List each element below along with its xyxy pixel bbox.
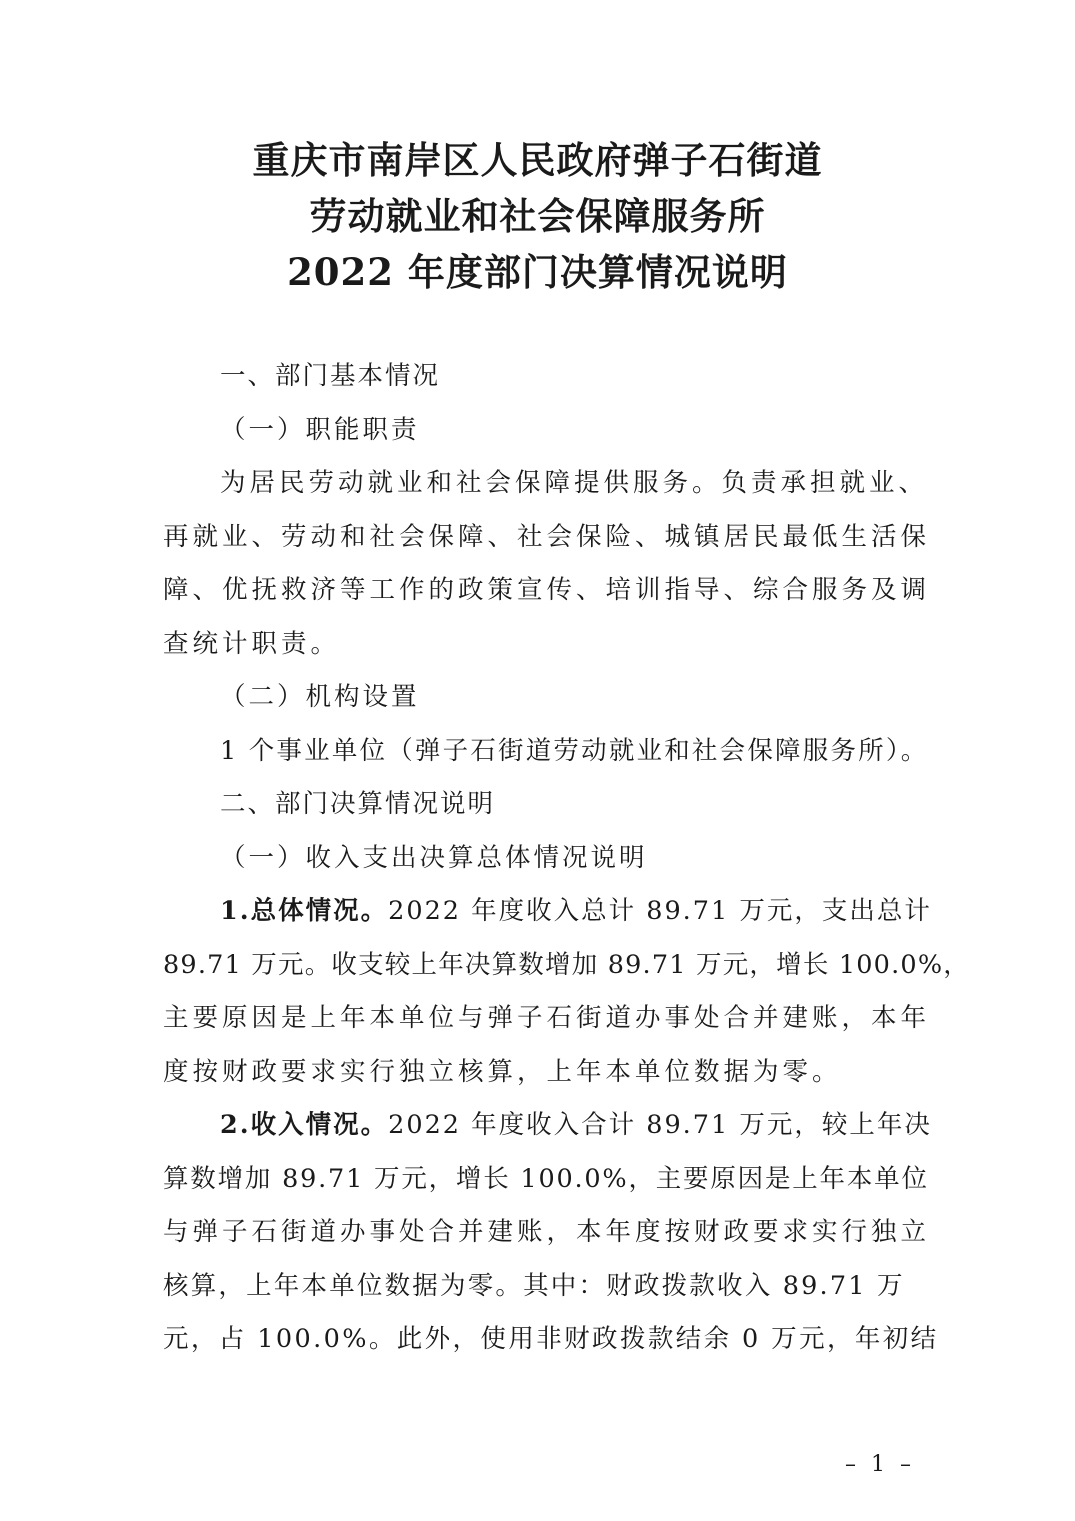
section-heading-final-accounts: 二、部门决算情况说明 <box>220 789 496 819</box>
paragraph-line: 89.71 万元。收支较上年决算数增加 89.71 万元，增长 100.0%， <box>163 949 970 980</box>
document-body <box>163 350 970 1367</box>
paragraph-line: 再就业、劳动和社会保障、社会保险、城镇居民最低生活保 <box>163 521 931 552</box>
paragraph-line: 元，占 100.0%。此外，使用非财政拨款结余 0 万元，年初结 <box>163 1324 939 1354</box>
paragraph-line: 障、优抚救济等工作的政策宣传、培训指导、综合服务及调 <box>163 575 931 605</box>
paragraph-line: 核算，上年本单位数据为零。其中：财政拨款收入 89.71 万 <box>163 1270 905 1301</box>
paragraph-line <box>163 885 932 939</box>
title-line-1: 重庆市南岸区人民政府弹子石街道 <box>252 138 823 182</box>
paragraph-line: 度按财政要求实行独立核算，上年本单位数据为零。 <box>163 1056 842 1087</box>
title-line-2: 劳动就业和社会保障服务所 <box>309 194 766 238</box>
paragraph-line: 1 个事业单位（弹子石街道劳动就业和社会保障服务所）。 <box>220 735 929 766</box>
subheading-functions: （一）职能职责 <box>220 414 420 445</box>
paragraph-line: 算数增加 89.71 万元，增长 100.0%，主要原因是上年本单位 <box>163 1163 929 1194</box>
subheading-income-expense: （一）收入支出决算总体情况说明 <box>220 842 648 873</box>
subheading-organization: （二）机构设置 <box>220 682 420 712</box>
title-line-3: 2022 年度部门决算情况说明 <box>287 250 788 294</box>
page-number: – 1 – <box>845 1452 915 1477</box>
paragraph-line: 查统计职责。 <box>163 628 341 659</box>
paragraph-line: 主要原因是上年本单位与弹子石街道办事处合并建账，本年 <box>163 1003 931 1033</box>
document-title <box>0 132 1075 300</box>
section-heading-basic-info: 一、部门基本情况 <box>220 361 441 391</box>
paragraph-line: 与弹子石街道办事处合并建账，本年度按财政要求实行独立 <box>163 1217 931 1247</box>
income-text: 2022 年度收入合计 89.71 万元，较上年决 <box>388 1110 932 1140</box>
overall-lead: 1.总体情况。 <box>220 896 389 926</box>
income-lead: 2.收入情况。 <box>220 1110 389 1140</box>
paragraph-line <box>163 1099 932 1153</box>
overall-text: 2022 年度收入总计 89.71 万元，支出总计 <box>388 896 932 926</box>
paragraph-line: 为居民劳动就业和社会保障提供服务。负责承担就业、 <box>220 468 929 498</box>
